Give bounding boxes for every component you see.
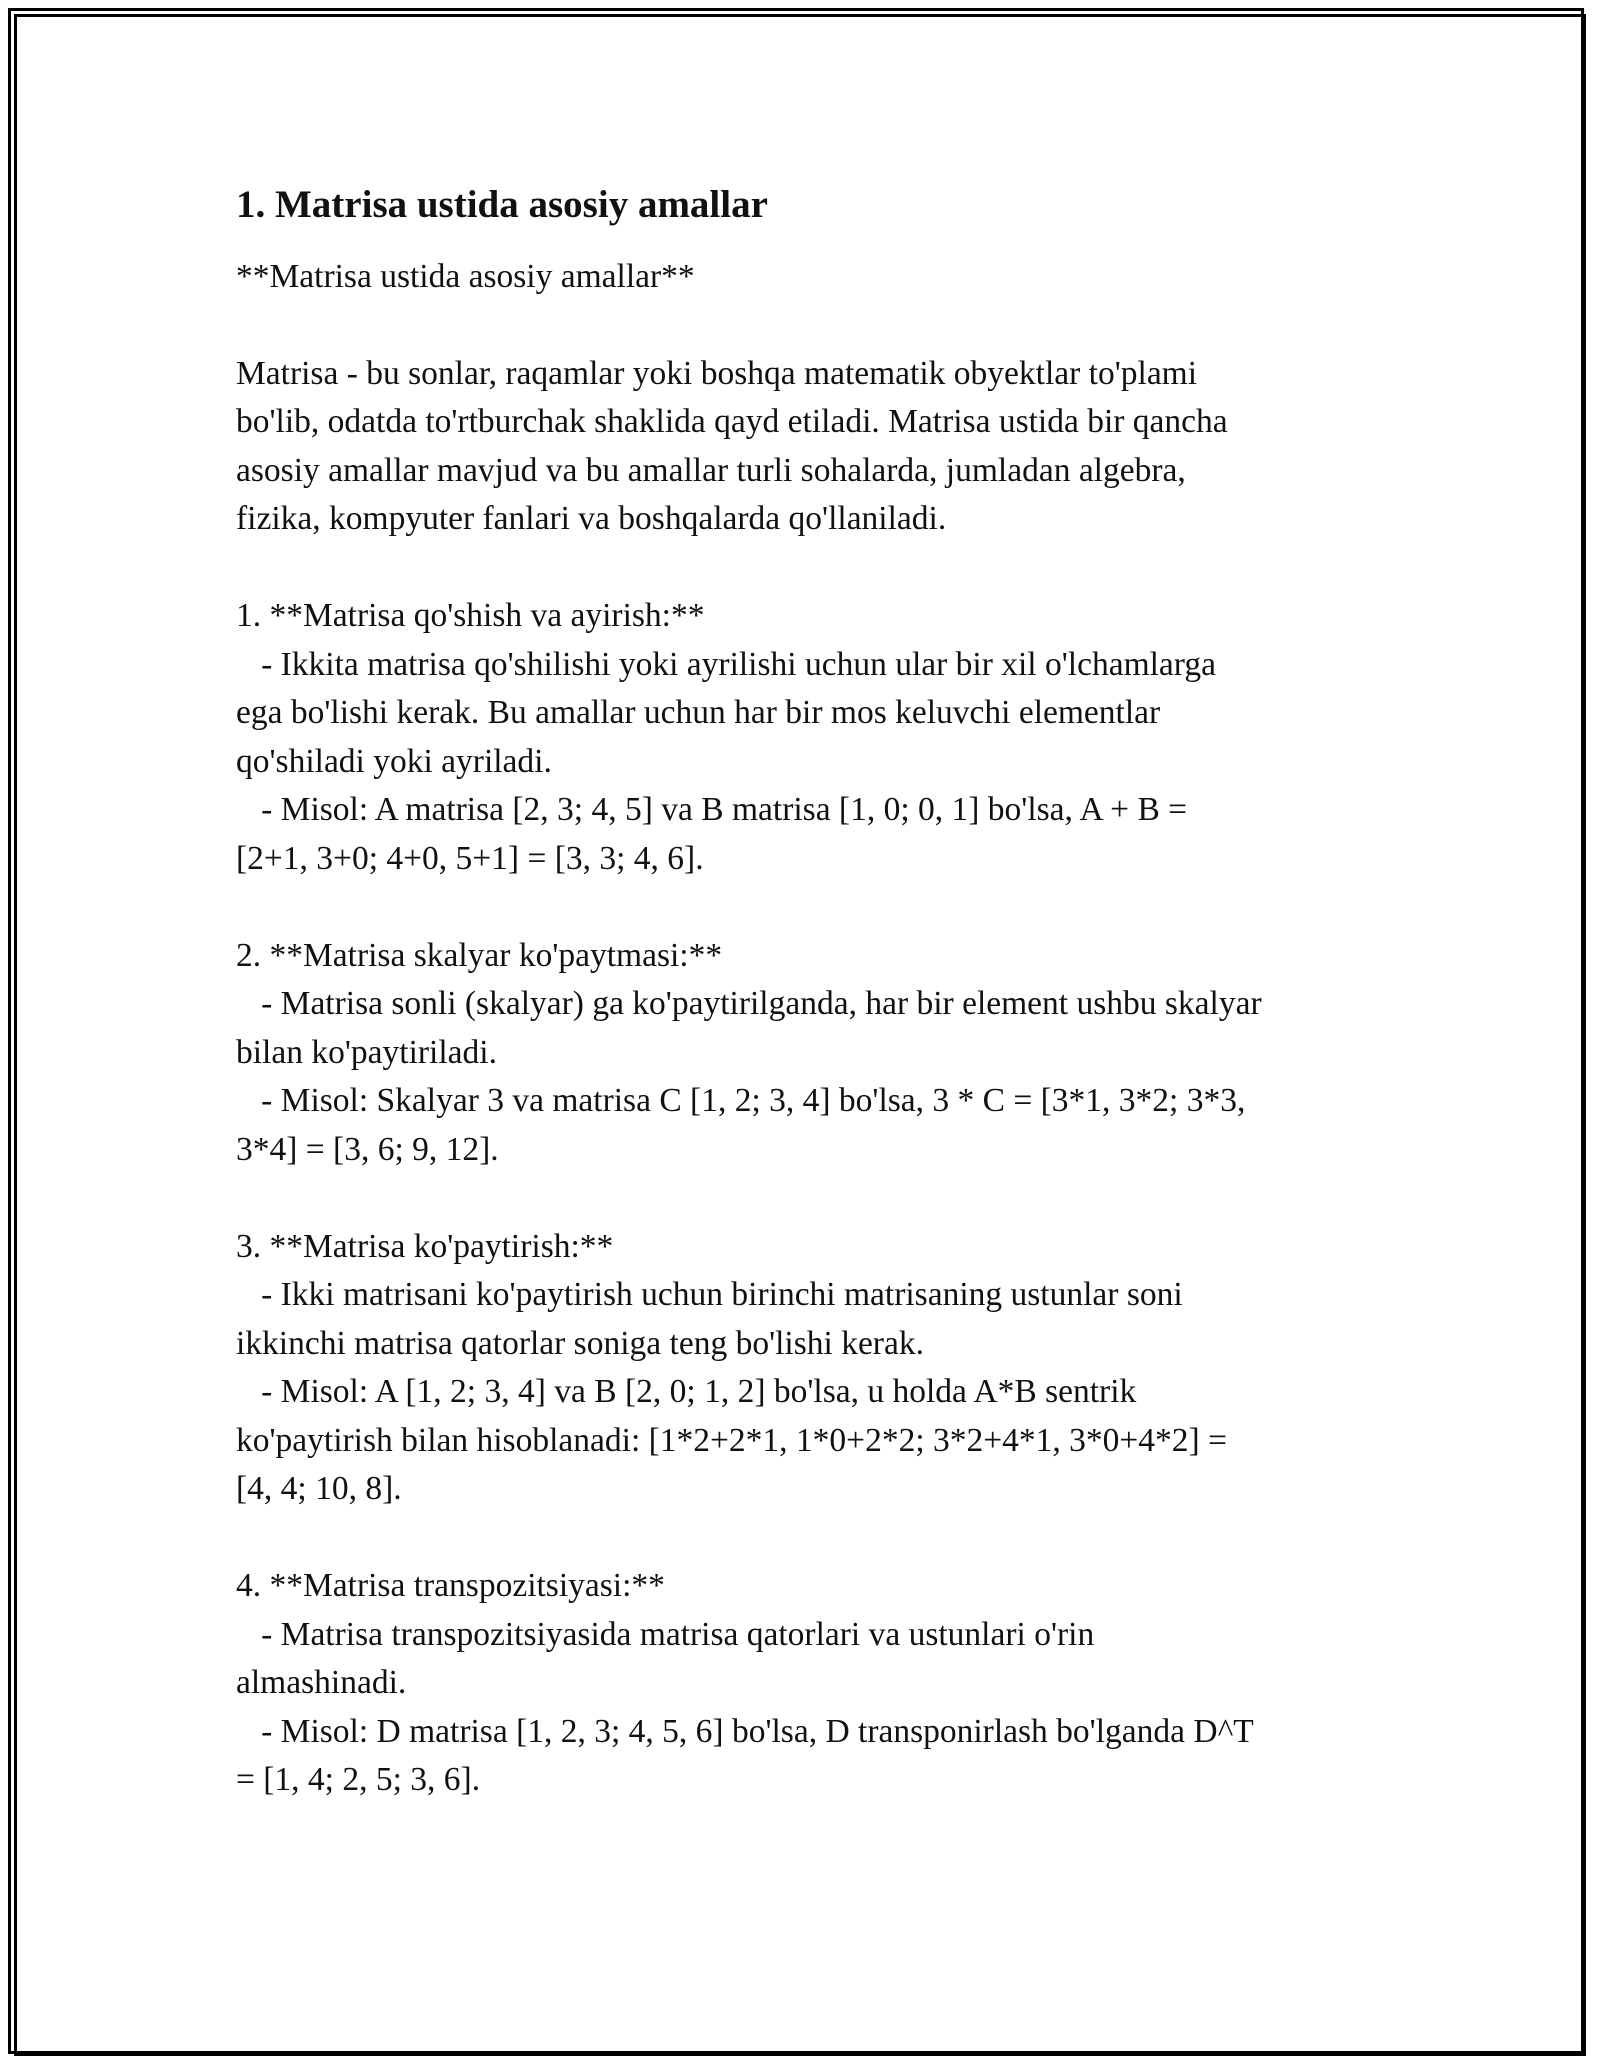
- section-heading: 4. **Matrisa transpozitsiyasi:**: [236, 1567, 665, 1605]
- section-heading: 2. **Matrisa skalyar ko'paytmasi:**: [236, 936, 723, 974]
- section-line: almashinadi.: [236, 1664, 407, 1702]
- section-line: [2+1, 3+0; 4+0, 5+1] = [3, 3; 4, 6].: [236, 839, 704, 877]
- section-line: - Misol: D matrisa [1, 2, 3; 4, 5, 6] bo'lsa, D transponirlash bo'lganda D^T: [236, 1712, 1254, 1750]
- section-line: = [1, 4; 2, 5; 3, 6].: [236, 1761, 481, 1799]
- intro-line: bo'lib, odatda to'rtburchak shaklida qayd etiladi. Matrisa ustida bir qancha: [236, 403, 1228, 441]
- paragraph-gap: [236, 544, 1366, 593]
- paragraph-gap: [236, 883, 1366, 932]
- section-line: - Misol: A matrisa [2, 3; 4, 5] va B matrisa [1, 0; 0, 1] bo'lsa, A + B =: [236, 791, 1188, 829]
- section-line: ega bo'lishi kerak. Bu amallar uchun har bir mos keluvchi elementlar: [236, 694, 1161, 732]
- intro-line: asosiy amallar mavjud va bu amallar turli sohalarda, jumladan algebra,: [236, 451, 1186, 489]
- paragraph-gap: [236, 1174, 1366, 1223]
- section-multiplication: [236, 1223, 1366, 1514]
- section-line: - Misol: A [1, 2; 3, 4] va B [2, 0; 1, 2] bo'lsa, u holda A*B sentrik: [236, 1373, 1137, 1411]
- section-scalar: [236, 932, 1366, 1175]
- section-line: [4, 4; 10, 8].: [236, 1470, 402, 1508]
- section-line: - Matrisa transpozitsiyasida matrisa qatorlari va ustunlari o'rin: [236, 1615, 1095, 1653]
- section-transpose: [236, 1562, 1366, 1805]
- section-line: - Ikkita matrisa qo'shilishi yoki ayrilishi uchun ular bir xil o'lchamlarga: [236, 645, 1216, 683]
- section-line: qo'shiladi yoki ayriladi.: [236, 742, 552, 780]
- document-title: 1. Matrisa ustida asosiy amallar: [236, 183, 768, 226]
- intro-line: fizika, kompyuter fanlari va boshqalarda qo'llaniladi.: [236, 500, 947, 538]
- document-body: [236, 180, 1366, 1805]
- document-subtitle: **Matrisa ustida asosiy amallar**: [236, 257, 695, 295]
- section-line: 3*4] = [3, 6; 9, 12].: [236, 1130, 499, 1168]
- section-line: bilan ko'paytiriladi.: [236, 1033, 497, 1071]
- section-heading: 3. **Matrisa ko'paytirish:**: [236, 1227, 614, 1265]
- section-line: ikkinchi matrisa qatorlar soniga teng bo'lishi kerak.: [236, 1324, 924, 1362]
- section-addition: [236, 592, 1366, 883]
- section-line: ko'paytirish bilan hisoblanadi: [1*2+2*1, 1*0+2*2; 3*2+4*1, 3*0+4*2] =: [236, 1421, 1227, 1459]
- paragraph-gap: [236, 301, 1366, 350]
- section-line: - Matrisa sonli (skalyar) ga ko'paytirilganda, har bir element ushbu skalyar: [236, 985, 1262, 1023]
- section-heading: 1. **Matrisa qo'shish va ayirish:**: [236, 597, 705, 635]
- section-line: - Misol: Skalyar 3 va matrisa C [1, 2; 3, 4] bo'lsa, 3 * C = [3*1, 3*2; 3*3,: [236, 1082, 1246, 1120]
- section-line: - Ikki matrisani ko'paytirish uchun birinchi matrisaning ustunlar soni: [236, 1276, 1183, 1314]
- intro-paragraph: [236, 350, 1366, 544]
- intro-line: Matrisa - bu sonlar, raqamlar yoki boshqa matematik obyektlar to'plami: [236, 354, 1198, 392]
- paragraph-gap: [236, 1514, 1366, 1563]
